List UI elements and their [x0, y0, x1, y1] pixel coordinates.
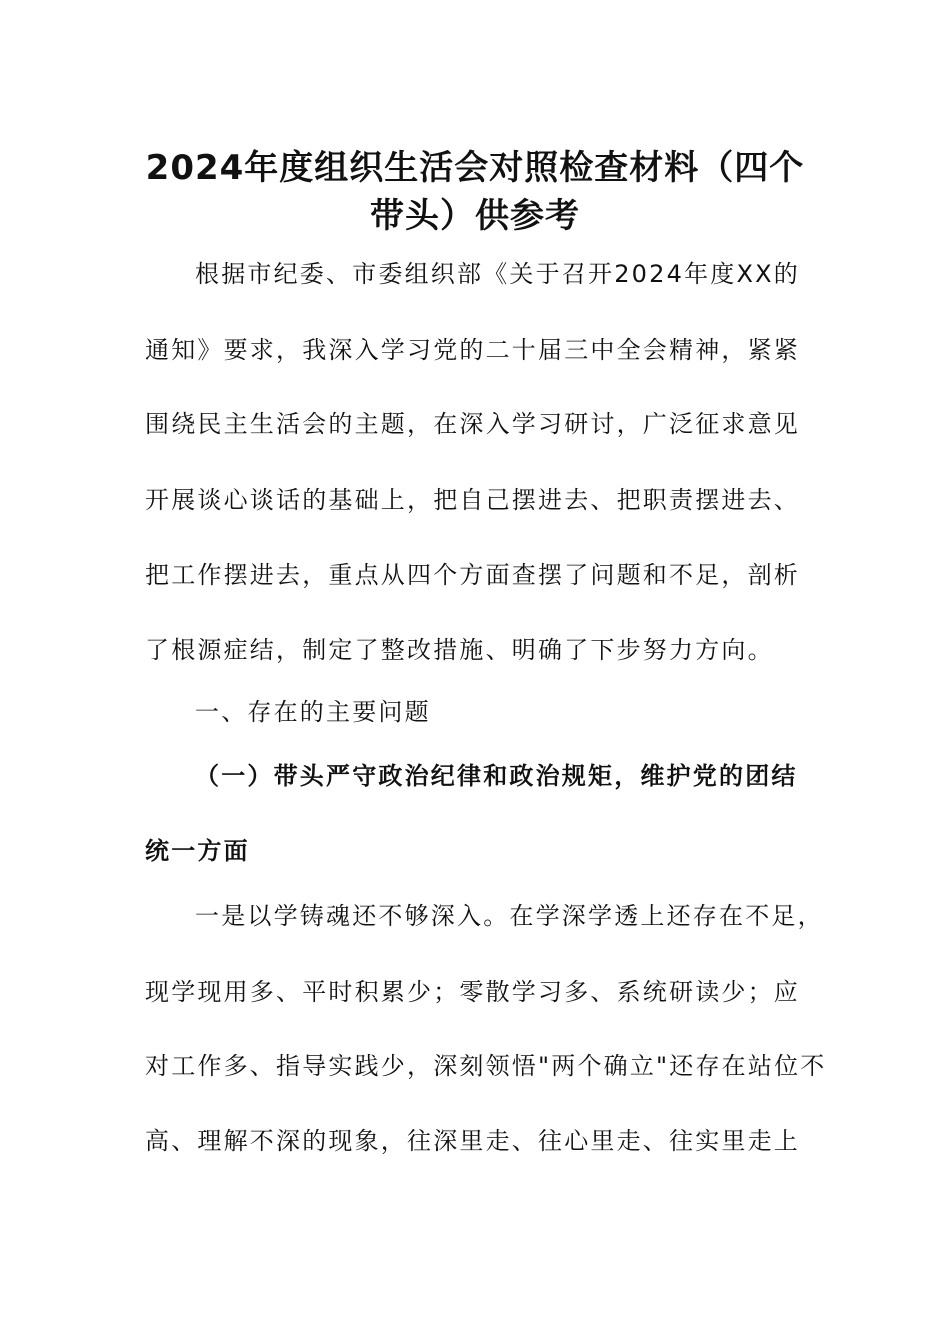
subsection-heading-1-line-2: 统一方面 [145, 837, 250, 865]
body-paragraph-line-3: 对工作多、指导实践少，深刻领悟"两个确立"还存在站位不 [145, 1052, 827, 1080]
body-paragraph-line-2: 现学现用多、平时积累少；零散学习多、系统研读少；应 [145, 978, 800, 1006]
intro-paragraph-line-6: 了根源症结，制定了整改措施、明确了下步努力方向。 [145, 636, 774, 664]
subsection-heading-1-line-1: （一）带头严守政治纪律和政治规矩，维护党的团结 [195, 762, 798, 790]
document-title-line-1: 2024年度组织生活会对照检查材料（四个 [145, 148, 805, 188]
intro-paragraph-line-1: 根据市纪委、市委组织部《关于召开2024年度XX的 [195, 260, 800, 288]
section-heading-1: 一、存在的主要问题 [195, 698, 431, 726]
intro-paragraph-line-3: 围绕民主生活会的主题，在深入学习研讨，广泛征求意见 [145, 410, 800, 438]
intro-paragraph-line-2: 通知》要求，我深入学习党的二十届三中全会精神，紧紧 [145, 336, 800, 364]
intro-paragraph-line-4: 开展谈心谈话的基础上，把自己摆进去、把职责摆进去、 [145, 486, 800, 514]
body-paragraph-line-1: 一是以学铸魂还不够深入。在学深学透上还存在不足， [195, 902, 824, 930]
document-title-line-2: 带头）供参考 [370, 196, 580, 236]
intro-paragraph-line-5: 把工作摆进去，重点从四个方面查摆了问题和不足，剖析 [145, 561, 800, 589]
body-paragraph-line-4: 高、理解不深的现象，往深里走、往心里走、往实里走上 [145, 1127, 800, 1155]
